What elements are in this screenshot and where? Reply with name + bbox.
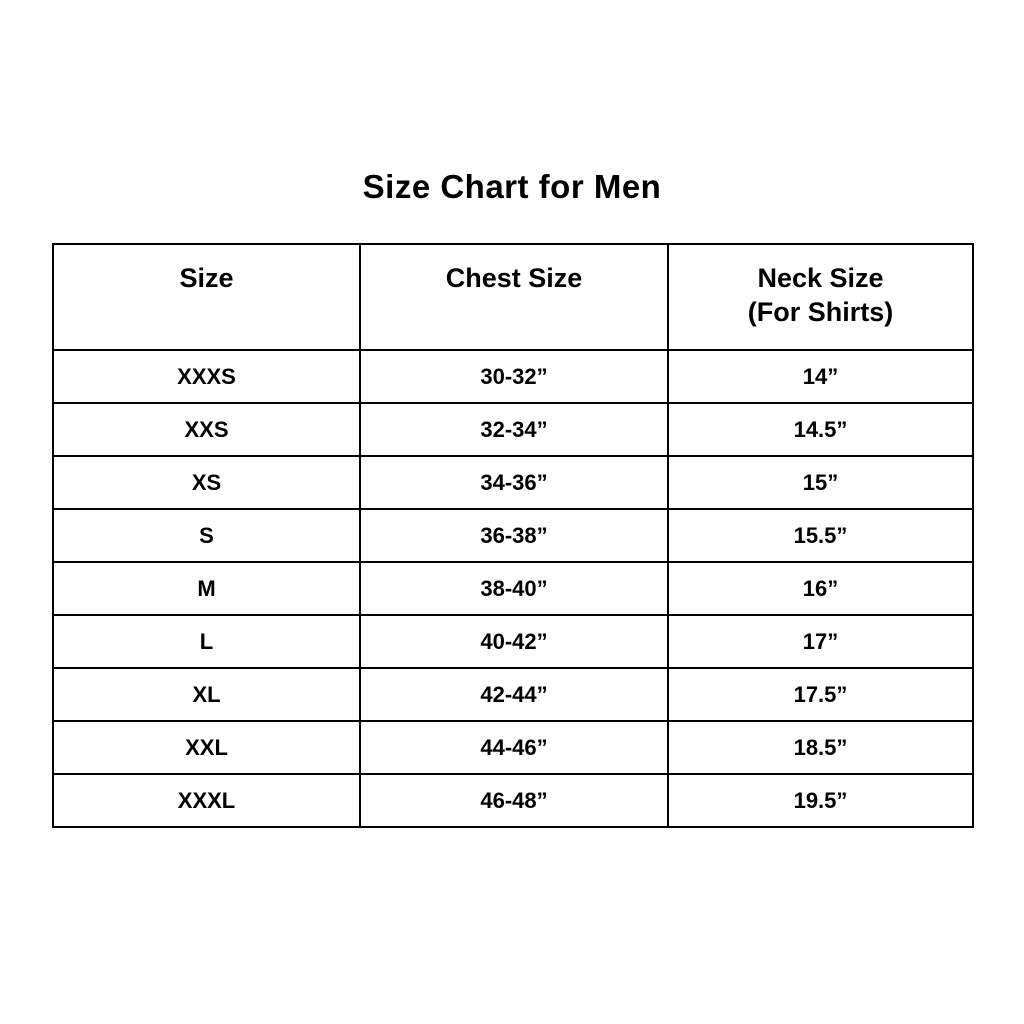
table-row <box>53 403 973 456</box>
size-cell: M <box>53 562 360 615</box>
size-cell: XXS <box>53 403 360 456</box>
size-cell: XXXS <box>53 350 360 403</box>
neck-size-cell: 14” <box>668 350 973 403</box>
chest-size-cell: 30-32” <box>360 350 668 403</box>
column-header-neck-size-label: Neck Size <box>757 263 884 293</box>
table-row <box>53 774 973 827</box>
table-row <box>53 509 973 562</box>
table-row <box>53 562 973 615</box>
size-cell: L <box>53 615 360 668</box>
chest-size-cell: 44-46” <box>360 721 668 774</box>
chest-size-cell: 32-34” <box>360 403 668 456</box>
table-body <box>53 350 973 827</box>
size-chart-table <box>52 243 974 828</box>
size-cell: XXL <box>53 721 360 774</box>
table-row <box>53 456 973 509</box>
column-header-neck-size-sublabel: (For Shirts) <box>747 297 894 327</box>
column-header-size <box>53 244 360 350</box>
table-row <box>53 350 973 403</box>
neck-size-cell: 15.5” <box>668 509 973 562</box>
neck-size-cell: 17.5” <box>668 668 973 721</box>
table-row <box>53 615 973 668</box>
table-header-row <box>53 244 973 350</box>
size-cell: XL <box>53 668 360 721</box>
chest-size-cell: 38-40” <box>360 562 668 615</box>
neck-size-cell: 18.5” <box>668 721 973 774</box>
chest-size-cell: 34-36” <box>360 456 668 509</box>
neck-size-cell: 16” <box>668 562 973 615</box>
chest-size-cell: 36-38” <box>360 509 668 562</box>
neck-size-cell: 17” <box>668 615 973 668</box>
chest-size-cell: 42-44” <box>360 668 668 721</box>
size-cell: XXXL <box>53 774 360 827</box>
column-header-chest-size-label: Chest Size <box>445 263 583 293</box>
table-row <box>53 721 973 774</box>
size-cell: S <box>53 509 360 562</box>
page-title: Size Chart for Men <box>362 168 662 205</box>
table-row <box>53 668 973 721</box>
size-cell: XS <box>53 456 360 509</box>
neck-size-cell: 14.5” <box>668 403 973 456</box>
neck-size-cell: 15” <box>668 456 973 509</box>
column-header-neck-size <box>668 244 973 350</box>
chest-size-cell: 46-48” <box>360 774 668 827</box>
neck-size-cell: 19.5” <box>668 774 973 827</box>
chest-size-cell: 40-42” <box>360 615 668 668</box>
column-header-size-label: Size <box>179 263 234 293</box>
column-header-chest-size <box>360 244 668 350</box>
